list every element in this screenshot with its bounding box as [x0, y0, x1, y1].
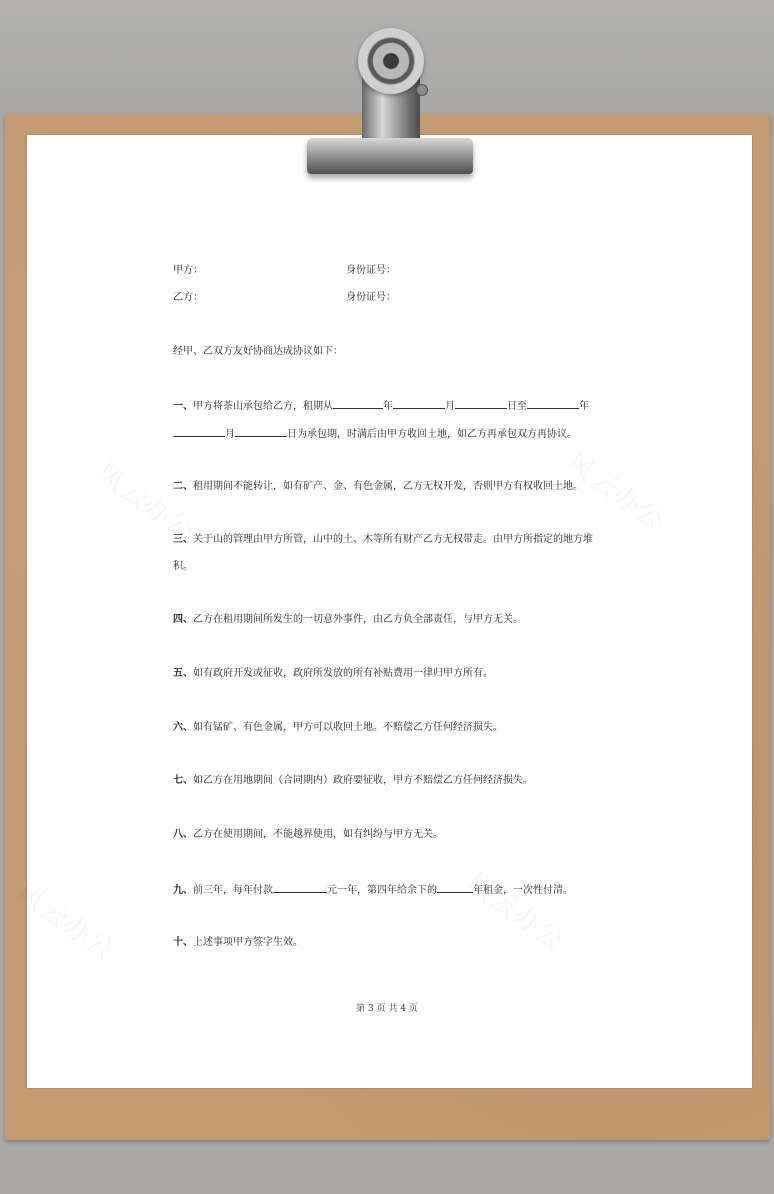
- clause-text: 如有锰矿、有色金属，甲方可以收回土地。不赔偿乙方任何经济损失。: [193, 722, 503, 733]
- clause-6: [173, 722, 503, 734]
- clause-1-line-1: [173, 399, 589, 413]
- clause-text: 如乙方在用地期间（合同期内）政府要征收，甲方不赔偿乙方任何经济损失。: [193, 775, 533, 786]
- fill-blank: [455, 399, 507, 409]
- clip-hinge-icon: [416, 84, 428, 96]
- clause-number: 一、: [173, 401, 193, 412]
- clause-number: 二、: [173, 481, 193, 492]
- fill-blank: [235, 427, 287, 437]
- clause-number: 五、: [173, 668, 193, 679]
- clause-9: [173, 883, 573, 897]
- fill-blank: [273, 883, 327, 893]
- clause-number: 九、: [173, 885, 193, 896]
- party-b-label: 乙方：: [173, 292, 203, 303]
- clause-text: 月: [225, 429, 235, 440]
- clause-text: 年租金，一次性付清。: [473, 885, 573, 896]
- clause-2: [173, 481, 583, 493]
- clause-number: 七、: [173, 775, 193, 786]
- clause-4: [173, 614, 523, 626]
- clause-number: 八、: [173, 829, 193, 840]
- fill-blank: [333, 399, 383, 409]
- clause-number: 六、: [173, 722, 193, 733]
- clause-text: 元一年，第四年给余下的: [327, 885, 437, 896]
- clause-10: [173, 937, 303, 949]
- clause-1-line-2: [173, 427, 577, 441]
- clause-text: 甲方将茶山承包给乙方，租期从: [193, 401, 333, 412]
- party-a-label: 甲方：: [173, 265, 203, 276]
- clause-5: [173, 668, 493, 680]
- clause-number: 四、: [173, 614, 193, 625]
- clause-text: 年: [579, 401, 589, 412]
- party-a-id-label: 身份证号：: [346, 265, 396, 276]
- clause-text: 租用期间不能转让，如有矿产、金、有色金属，乙方无权开发，否则甲方有权收回土地。: [193, 481, 583, 492]
- clause-7: [173, 775, 533, 787]
- page-number: 第 3 页 共 4 页: [356, 1004, 418, 1014]
- fill-blank: [437, 883, 473, 893]
- clause-text: 上述事项甲方签字生效。: [193, 937, 303, 948]
- clause-number: 十、: [173, 937, 193, 948]
- clause-3-line-1: [173, 534, 593, 546]
- clause-text: 关于山的管理由甲方所管，山中的土、木等所有财产乙方无权带走。由甲方所指定的地方堆: [193, 534, 593, 545]
- clause-text: 日为承包期，时满后由甲方收回土地，如乙方再承包双方再协议。: [287, 429, 577, 440]
- clause-text: 前三年，每年付款: [193, 885, 273, 896]
- clause-text: 年: [383, 401, 393, 412]
- fill-blank: [527, 399, 579, 409]
- clip-ring-icon: [358, 28, 424, 94]
- clause-text: 日至: [507, 401, 527, 412]
- clause-number: 三、: [173, 534, 193, 545]
- document-page: [27, 135, 752, 1088]
- clause-3-line-2: 积。: [173, 561, 193, 572]
- clause-text: 月: [445, 401, 455, 412]
- clause-text: 乙方在使用期间，不能越界使用，如有纠纷与甲方无关。: [193, 829, 443, 840]
- fill-blank: [393, 399, 445, 409]
- intro-text: 经甲、乙双方友好协商达成协议如下：: [173, 346, 343, 357]
- clause-text: 如有政府开发或征收，政府所发放的所有补贴费用一律归甲方所有。: [193, 668, 493, 679]
- fill-blank: [173, 427, 225, 437]
- party-b-id-label: 身份证号：: [346, 292, 396, 303]
- clause-text: 乙方在租用期间所发生的一切意外事件，由乙方负全部责任，与甲方无关。: [193, 614, 523, 625]
- clip-base: [307, 138, 473, 174]
- clause-8: [173, 829, 443, 841]
